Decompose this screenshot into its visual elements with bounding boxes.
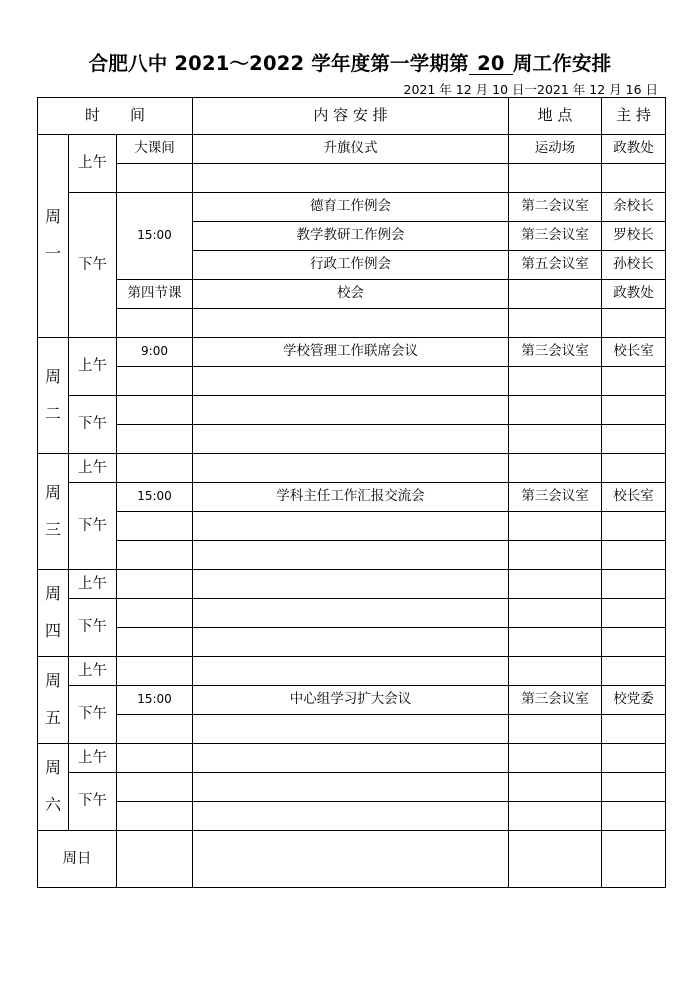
table-row bbox=[38, 483, 666, 512]
table-row bbox=[38, 309, 666, 338]
half-pm: 下午 bbox=[69, 599, 117, 657]
location-cell: 第二会议室 bbox=[509, 193, 602, 222]
table-row bbox=[38, 686, 666, 715]
half-am: 上午 bbox=[69, 657, 117, 686]
table-row bbox=[38, 193, 666, 222]
table-row bbox=[38, 599, 666, 628]
host-cell: 孙校长 bbox=[602, 251, 666, 280]
half-pm: 下午 bbox=[69, 773, 117, 831]
time-slot: 15:00 bbox=[117, 483, 193, 512]
host-cell: 政教处 bbox=[602, 280, 666, 309]
content-cell: 学校管理工作联席会议 bbox=[193, 338, 509, 367]
table-row bbox=[38, 396, 666, 425]
header-time: 时 间 bbox=[38, 98, 193, 135]
time-slot: 9:00 bbox=[117, 338, 193, 367]
table-row bbox=[38, 338, 666, 367]
header-location: 地 点 bbox=[509, 98, 602, 135]
table-row bbox=[38, 715, 666, 744]
half-am: 上午 bbox=[69, 570, 117, 599]
host-cell: 罗校长 bbox=[602, 222, 666, 251]
day-monday: 周一 bbox=[38, 135, 69, 338]
time-slot: 15:00 bbox=[117, 686, 193, 715]
content-cell: 中心组学习扩大会议 bbox=[193, 686, 509, 715]
date-range: 2021 年 12 月 10 日一2021 年 12 月 16 日 bbox=[403, 82, 658, 97]
table-row bbox=[38, 454, 666, 483]
location-cell: 第三会议室 bbox=[509, 338, 602, 367]
content-cell: 学科主任工作汇报交流会 bbox=[193, 483, 509, 512]
table-row bbox=[38, 164, 666, 193]
location-cell: 第五会议室 bbox=[509, 251, 602, 280]
host-cell: 校长室 bbox=[602, 338, 666, 367]
host-cell: 余校长 bbox=[602, 193, 666, 222]
content-cell: 行政工作例会 bbox=[193, 251, 509, 280]
title-suffix: 周工作安排 bbox=[512, 52, 612, 75]
table-row bbox=[38, 280, 666, 309]
table-row bbox=[38, 657, 666, 686]
time-slot: 大课间 bbox=[117, 135, 193, 164]
table-row bbox=[38, 802, 666, 831]
half-pm: 下午 bbox=[69, 686, 117, 744]
half-pm: 下午 bbox=[69, 396, 117, 454]
host-cell: 校党委 bbox=[602, 686, 666, 715]
day-tuesday: 周二 bbox=[38, 338, 69, 454]
table-row bbox=[38, 367, 666, 396]
week-number: 20 bbox=[469, 54, 513, 75]
day-thursday: 周四 bbox=[38, 570, 69, 657]
content-cell: 德育工作例会 bbox=[193, 193, 509, 222]
location-cell: 第三会议室 bbox=[509, 686, 602, 715]
content-cell: 校会 bbox=[193, 280, 509, 309]
header-row bbox=[38, 98, 666, 135]
location-cell: 运动场 bbox=[509, 135, 602, 164]
half-am: 上午 bbox=[69, 135, 117, 193]
host-cell: 政教处 bbox=[602, 135, 666, 164]
time-slot: 15:00 bbox=[117, 193, 193, 280]
table-row bbox=[38, 773, 666, 802]
content-cell: 升旗仪式 bbox=[193, 135, 509, 164]
host-cell: 校长室 bbox=[602, 483, 666, 512]
content-cell: 教学教研工作例会 bbox=[193, 222, 509, 251]
table-row bbox=[38, 541, 666, 570]
table-row bbox=[38, 512, 666, 541]
half-pm: 下午 bbox=[69, 193, 117, 338]
page-title bbox=[0, 48, 700, 76]
schedule-table bbox=[37, 97, 666, 888]
table-row bbox=[38, 831, 666, 888]
header-host: 主 持 bbox=[602, 98, 666, 135]
day-saturday: 周六 bbox=[38, 744, 69, 831]
half-am: 上午 bbox=[69, 338, 117, 396]
title-prefix: 合肥八中 2021～2022 学年度第一学期第 bbox=[88, 52, 469, 75]
day-friday: 周五 bbox=[38, 657, 69, 744]
day-wednesday: 周三 bbox=[38, 454, 69, 570]
table-row bbox=[38, 744, 666, 773]
location-cell: 第三会议室 bbox=[509, 222, 602, 251]
table-row bbox=[38, 628, 666, 657]
location-cell bbox=[509, 280, 602, 309]
half-am: 上午 bbox=[69, 744, 117, 773]
table-row bbox=[38, 135, 666, 164]
header-content: 内 容 安 排 bbox=[193, 98, 509, 135]
table-row bbox=[38, 570, 666, 599]
time-slot: 第四节课 bbox=[117, 280, 193, 309]
location-cell: 第三会议室 bbox=[509, 483, 602, 512]
half-pm: 下午 bbox=[69, 483, 117, 570]
day-sunday: 周日 bbox=[38, 831, 117, 888]
table-row bbox=[38, 425, 666, 454]
half-am: 上午 bbox=[69, 454, 117, 483]
